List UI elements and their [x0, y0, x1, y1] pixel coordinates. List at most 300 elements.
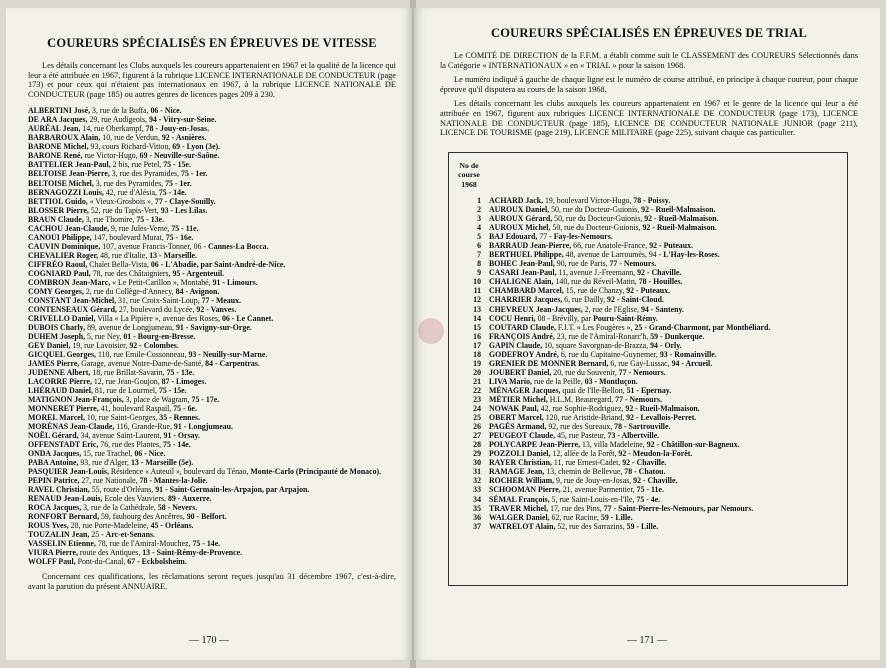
rider-address: 120, rue Aristide-Briand,	[543, 413, 627, 423]
rider-address: 48, avenue de Larroumès, 94 -	[563, 250, 664, 260]
rider-city: 59 - Lille.	[600, 512, 633, 522]
rider-city: 51 - Epernay.	[626, 385, 672, 395]
rider-details	[489, 522, 839, 531]
rider-details	[489, 350, 839, 359]
rider-address: 59, faubourg des Ancêtres,	[99, 512, 187, 522]
course-number: 18	[473, 349, 481, 359]
rider-details	[489, 404, 839, 413]
table-row	[455, 386, 839, 395]
rider-details	[489, 305, 839, 314]
rider-city: 91 - Orsay.	[163, 430, 200, 440]
rider-name: RAMAGE Jean,	[489, 467, 545, 477]
rider-city: 75 - 13e.	[136, 214, 165, 224]
list-item	[28, 242, 396, 251]
rider-city: 78 - Sartrouville.	[614, 422, 671, 432]
intro-paragraph-3: Les détails concernant les clubs auxquels les coureurs appartenaient en 1967 et le genre de la licence qui leur a été attribuée en 1967, figurent aux rubriques LICENCE INTERNATIONALE DE CONDUCTEUR (page 173), LICENCE NATIONALE DE CONDUCTEUR (page 185), LICENCE DE CONDUCTEUR NATIONALE JUNIOR (page 211), LICENCE DE TOURISME (page 219), LICENCE MILITAIRE (page 225), suivant chaque cas particulier.	[440, 99, 858, 138]
page-171	[414, 8, 880, 660]
table-row	[455, 314, 839, 323]
rider-city: 75 - 13e.	[166, 367, 195, 377]
rider-address: 9, rue Jules-Verne,	[109, 223, 172, 233]
table-row	[455, 223, 839, 232]
rider-address: 15, rue Trachel,	[81, 448, 135, 458]
rider-city: 89 - Auxerre.	[167, 494, 212, 504]
rider-city: 94 - Orly.	[650, 340, 682, 350]
rider-city: 01 - Bourg-en-Bresse.	[123, 331, 196, 341]
list-item	[28, 233, 396, 242]
course-number: 2	[477, 205, 481, 215]
page-title-trial: COUREURS SPÉCIALISÉS EN ÉPREUVES DE TRIAL	[490, 26, 808, 40]
rider-city: 93 - Neuilly-sur-Marne.	[188, 349, 268, 359]
course-number: 3	[477, 214, 481, 224]
rider-details	[489, 386, 839, 395]
rider-city: 84 - Avignon.	[175, 286, 220, 296]
course-number: 10	[473, 277, 481, 287]
rider-details	[489, 332, 839, 341]
course-number: 28	[473, 440, 481, 450]
rider-address: F.J.T. « Les Fougères »,	[555, 322, 635, 332]
rider-name: NOËL Gérard,	[28, 430, 79, 440]
rider-name: ROCHER William,	[489, 476, 555, 486]
rider-address: 107, avenue Francis-Tonner, 06 -	[100, 241, 208, 251]
page-title-vitesse: COUREURS SPÉCIALISÉS EN ÉPREUVES DE VITESSE	[47, 36, 377, 50]
rider-address: 11, rue Ernest-Cadet,	[551, 458, 623, 468]
rider-city: 91 - Savigny-sur-Orge.	[175, 322, 252, 332]
table-row	[455, 305, 839, 314]
table-row	[455, 259, 839, 268]
page-number: — 170 —	[189, 635, 229, 646]
rider-details	[489, 359, 839, 368]
table-row	[455, 350, 839, 359]
rider-city: 92 - Chaville.	[622, 458, 667, 468]
rider-details	[489, 431, 839, 440]
list-item	[28, 251, 396, 260]
rider-city: 92 - Rueil-Malmaison.	[641, 205, 716, 215]
rider-city: 75 - 14e.	[158, 187, 187, 197]
rider-address: 31, rue Croix-Saint-Loup,	[116, 295, 202, 305]
rider-name: TRAVER Michel,	[489, 503, 549, 513]
table-row	[455, 458, 839, 467]
rider-address: 12, allée de la Forêt,	[550, 449, 619, 459]
list-item	[28, 151, 396, 160]
list-item	[28, 548, 396, 557]
rider-city: 75 - 11e.	[636, 485, 664, 495]
table-row	[455, 522, 839, 531]
table-row	[455, 404, 839, 413]
rider-address: 10, square Savorgnan-de-Brazza,	[542, 340, 651, 350]
rider-city: 25 - Grand-Charmont, par Montbéliard.	[634, 322, 771, 332]
course-number: 32	[473, 476, 481, 486]
course-number: 33	[473, 485, 481, 495]
rider-city: 78 - Houilles.	[638, 277, 683, 287]
course-number: 21	[473, 376, 481, 386]
rider-city: 94 - Santeny.	[640, 304, 684, 314]
rider-name: CRIVELLO Daniel,	[28, 313, 96, 323]
rider-name: JAMES Pierre,	[28, 358, 80, 368]
list-item	[28, 467, 396, 476]
course-number: 22	[473, 385, 481, 395]
rider-details	[489, 377, 839, 386]
list-item	[28, 287, 396, 296]
list-item	[28, 206, 396, 215]
list-item	[28, 179, 396, 188]
rider-address: 89, avenue de Longjumeau,	[85, 322, 176, 332]
rider-name: CHALIGNE Alain,	[489, 277, 554, 287]
course-number: 16	[473, 331, 481, 341]
rider-address: 62, rue Racine,	[549, 512, 601, 522]
rider-name: CHEVREUX Jean-Jacques,	[489, 304, 583, 314]
rider-details	[489, 467, 839, 476]
course-number: 5	[477, 232, 481, 242]
rider-name: CHAMBARD Marcel,	[489, 286, 564, 296]
rider-address: 2, rue de l'Eglise,	[582, 304, 641, 314]
rider-name: AUROUX Michel,	[489, 223, 551, 233]
rider-list-trial	[455, 196, 839, 531]
rider-city: 06 - Nice.	[150, 106, 182, 116]
rider-details	[489, 368, 839, 377]
rider-name: BARRAUD Jean-Pierre,	[489, 241, 572, 251]
rider-address: 18, rue Brillat-Savarin,	[90, 367, 167, 377]
table-row	[455, 413, 839, 422]
rider-details	[489, 314, 839, 323]
course-number: 27	[473, 431, 481, 441]
table-row	[455, 277, 839, 286]
rider-address: 81, rue de Lourmel,	[92, 385, 159, 395]
rider-city: 75 - 11e.	[171, 223, 199, 233]
rider-city: 75 - 14e.	[163, 439, 191, 449]
rider-address: 93, cours Richard-Vitton,	[88, 142, 173, 152]
course-number: 6	[477, 241, 481, 251]
list-item	[28, 476, 396, 485]
list-item	[28, 332, 396, 341]
rider-address: 50, rue du Docteur-Guionis,	[549, 205, 642, 215]
course-number: 8	[477, 259, 481, 269]
rider-name: GEY Daniel,	[28, 340, 71, 350]
rider-details	[489, 341, 839, 350]
rider-details	[489, 277, 839, 286]
rider-name: DE ARA Jacques,	[28, 115, 88, 125]
course-number: 29	[473, 449, 481, 459]
course-number: 1	[477, 195, 481, 205]
rider-name: AURÉAL Jean,	[28, 124, 81, 134]
rider-name: TOUZALIN Jean,	[28, 530, 90, 540]
page-number: — 171 —	[627, 635, 667, 646]
list-item	[28, 521, 396, 530]
course-number: 17	[473, 340, 481, 350]
rider-name: CIFFRÉO Raoul,	[28, 259, 88, 269]
course-number: 14	[473, 313, 481, 323]
rider-city: 92 - Chaville.	[633, 476, 678, 486]
list-item	[28, 359, 396, 368]
rider-city: 90 - Belfort.	[186, 512, 227, 522]
list-item	[28, 350, 396, 359]
rider-address: 21, avenue Parmentier,	[560, 485, 637, 495]
rider-address: 12, rue Jean-Goujon,	[91, 376, 162, 386]
rider-details	[489, 449, 839, 458]
table-row	[455, 241, 839, 250]
rider-city: 92 - Puteaux.	[649, 241, 693, 251]
column-header-course-number: No de course 1968	[458, 160, 480, 189]
course-number: 34	[473, 494, 481, 504]
rider-name: LHÉRAUD Daniel,	[28, 385, 93, 395]
list-item	[28, 422, 396, 431]
rider-name: MÉTIER Michel,	[489, 395, 548, 404]
rider-city: Fay-les-Nemours.	[553, 232, 613, 242]
rider-name: COMY Georges,	[28, 286, 84, 296]
list-item	[28, 485, 396, 494]
rider-address: route des Antiques,	[77, 548, 143, 558]
rider-details	[489, 323, 839, 332]
list-item	[28, 278, 396, 287]
rider-city: 92 - Rueil-Malmaison.	[644, 214, 719, 224]
list-item	[28, 458, 396, 467]
rider-name: DUBOIS Charly,	[28, 322, 86, 332]
list-item	[28, 188, 396, 197]
rider-city: 78 - Poissy.	[633, 195, 671, 205]
table-row	[455, 295, 839, 304]
rider-address: 34, avenue Saint-Laurent,	[78, 430, 164, 440]
rider-address: 5, rue Ney,	[85, 331, 124, 341]
rider-name: POLYCARPE Jean-Pierre,	[489, 440, 581, 450]
rider-name: OFFENSTADT Eric,	[28, 439, 99, 449]
rider-address: 147, boulevard Murat,	[91, 232, 166, 242]
rider-city: 91 - Longjumeau.	[173, 421, 233, 431]
list-item	[28, 133, 396, 142]
rider-name: BRAUN Claude,	[28, 214, 84, 224]
rider-city: Cannes-La Bocca.	[207, 241, 269, 251]
rider-name: PASQUIER Jean-Louis,	[28, 467, 109, 476]
rider-city: Pouru-Saint-Rémy.	[593, 313, 658, 323]
table-row	[455, 440, 839, 449]
rider-city: 78 - Mantes-la-Jolie.	[139, 476, 208, 486]
rider-details	[489, 422, 839, 431]
course-number: 7	[477, 250, 481, 260]
table-row	[455, 395, 839, 404]
rider-city: 92 - Colombes.	[129, 340, 179, 350]
rider-name: PEUGEOT Claude,	[489, 431, 556, 441]
rider-city: 78 - Chatou.	[624, 467, 666, 477]
rider-city: 59 - Lille.	[626, 521, 659, 531]
rider-address: 50, rue du Docteur-Guionis,	[550, 223, 643, 233]
rider-details	[489, 241, 839, 250]
rider-city: 69 - Neuville-sur-Saône.	[139, 151, 220, 161]
rider-address: 17, rue des Pins,	[548, 503, 604, 513]
rider-city: 95 - Argenteuil.	[172, 268, 225, 278]
rider-city: 94 - Arcueil.	[671, 358, 713, 368]
rider-name: GODEFROY André,	[489, 349, 559, 359]
rider-name: ROCA Jacques,	[28, 503, 82, 513]
course-number: 30	[473, 458, 481, 468]
rider-address: 13, villa Madeleine,	[580, 440, 647, 450]
rider-address: « Le Petit-Carillon », Montabé,	[110, 277, 213, 287]
rider-city: 92 - Rueil-Malmaison.	[625, 404, 700, 414]
rider-address: 23, rue de l'Amiral-Ronarc'h,	[554, 331, 651, 341]
course-number: 24	[473, 404, 481, 414]
rider-city: 92 - Vanves.	[196, 304, 237, 314]
rider-list-vitesse	[28, 106, 396, 566]
rider-city: 77 - Nemours.	[618, 367, 666, 377]
rider-city: 35 - Rennes.	[159, 412, 201, 422]
list-item	[28, 530, 396, 539]
rider-city: 87 - Limoges.	[161, 376, 207, 386]
table-row	[455, 196, 839, 205]
table-row	[455, 431, 839, 440]
rider-address: 52, rue des Sarrazins,	[555, 521, 627, 531]
rider-details	[489, 476, 839, 485]
rider-name: FRANÇOIS André,	[489, 331, 555, 341]
rider-name: RENAUD Jean-Louis,	[28, 494, 103, 504]
rider-address: 2 bis, rue Petel,	[110, 160, 164, 170]
intro-paragraph-1: Le COMITÉ DE DIRECTION de la F.F.M. a établi comme suit le CLASSEMENT des COUREURS Sélectionnés dans la Catégorie « INTERNATIONAUX » en « TRIAL » pour la saison 1968.	[440, 51, 858, 70]
rider-name: GAPIN Claude,	[489, 340, 543, 350]
rider-city: 75 - 1er.	[181, 169, 208, 179]
rider-city: 77 - Meaux.	[201, 295, 242, 305]
list-item	[28, 142, 396, 151]
rider-city: 75 - 1er.	[165, 178, 192, 188]
rider-name: COUTARD Claude,	[489, 322, 556, 332]
rider-address: quai de l'Ile-Bellon,	[560, 385, 627, 395]
rider-name: CASARI Jean-Paul,	[489, 268, 557, 278]
rider-name: RAYER Christian,	[489, 458, 552, 468]
rider-name: WOLFF Paul,	[28, 557, 76, 567]
course-number: 35	[473, 503, 481, 513]
rider-name: GRENIER DE MONNER Bernard,	[489, 358, 609, 368]
rider-address: 14, rue Oberkampf,	[80, 124, 146, 134]
course-number: 12	[473, 295, 481, 305]
table-row	[455, 495, 839, 504]
rider-city: 91 - Limours.	[212, 277, 258, 287]
rider-address: 27, boulevard du Lycée,	[116, 304, 197, 314]
rider-name: ROUS Yves,	[28, 521, 69, 531]
rider-address: « Vieux-Grosbois »,	[87, 196, 155, 206]
rider-city: 13 - Saint-Rémy-de-Provence.	[142, 548, 243, 558]
rider-name: COMBRON Jean-Marc,	[28, 277, 111, 287]
rider-name: PAGÈS Armand,	[489, 422, 547, 432]
rider-address: Villa « La Pipière », avenue des Roses,	[95, 313, 222, 323]
rider-name: SCHOOMAN Pierre,	[489, 485, 561, 495]
rider-name: MOREL Marcel,	[28, 412, 85, 422]
rider-details	[489, 513, 839, 522]
rider-city: 69 - Lyon (3e).	[172, 142, 221, 152]
list-item	[28, 296, 396, 305]
list-item	[28, 269, 396, 278]
rider-name: OBERT Marcel,	[489, 413, 544, 423]
rider-city: 92 - Chaville.	[637, 268, 682, 278]
course-number: 37	[473, 521, 481, 531]
rider-address: 45, rue Pasteur,	[555, 431, 608, 441]
rider-name: JUDENNE Albert,	[28, 367, 91, 377]
rider-details	[489, 214, 839, 223]
rider-name: BELTOISE Michel,	[28, 178, 94, 188]
rider-address: 11, avenue J.-Freemann,	[556, 268, 638, 278]
rider-address: 42, rue Sophie-Rodriguez,	[538, 404, 626, 414]
list-item	[28, 169, 396, 178]
rider-address: 50, rue du Docteur-Guionis,	[552, 214, 645, 224]
rider-name: RONFORT Bernard,	[28, 512, 100, 522]
rider-city: 78 - Jouy-en-Josas.	[145, 124, 210, 134]
rider-name: DUHEM Joseph,	[28, 331, 86, 341]
rider-city: 75 - 6e.	[173, 403, 197, 413]
rider-address: Pont-du-Canal,	[75, 557, 128, 567]
rider-details	[489, 440, 839, 449]
rider-address: 08 - Brévilly, par	[535, 313, 594, 323]
rider-address: 110, rue Emile-Cossonneau,	[95, 349, 189, 359]
rider-details	[489, 250, 839, 259]
rider-city: 92 - Puteaux.	[626, 286, 671, 296]
rider-city: Arc-et-Senans.	[105, 530, 155, 540]
rider-address: 6, rue Dailly,	[562, 295, 608, 305]
rider-name: CONTENSEAUX Gérard,	[28, 304, 117, 314]
rider-city: 93 - Romainville.	[659, 349, 717, 359]
rider-address: Résidence « Auteuil », boulevard du Ténao,	[108, 467, 251, 476]
rider-details	[489, 205, 839, 214]
rider-details	[489, 259, 839, 268]
rider-address: 19, boulevard Victor-Hugo,	[543, 195, 634, 205]
list-item	[28, 431, 396, 440]
rider-city: 92 - Saint-Cloud.	[607, 295, 664, 305]
course-number: 36	[473, 512, 481, 522]
rider-city: 06 - L'Abadie, par Saint-André-de-Nice.	[150, 259, 286, 269]
rider-details	[489, 223, 839, 232]
rider-name: PABA Antoine,	[28, 457, 79, 467]
course-number: 23	[473, 395, 481, 404]
closing-paragraph: Concernant ces qualifications, les réclamations seront reçues jusqu'au 31 décembre 1967, c'est-à-dire, avant la parution du présent ANNUAIRE.	[28, 572, 396, 591]
rider-city: 92 - Châtillon-sur-Bagneux.	[646, 440, 740, 450]
rider-city: 67 - Eckbolsheim.	[127, 557, 187, 567]
rider-name: LACORRE Pierre,	[28, 376, 92, 386]
rider-city: 92 - Meudon-la-Forêt.	[618, 449, 693, 459]
rider-city: 75 - 16e.	[165, 232, 194, 242]
rider-address: 5, rue Saint-Louis-en-l'Ile,	[549, 494, 637, 504]
rider-details	[489, 295, 839, 304]
list-item	[28, 341, 396, 350]
rider-address: 3, rue des Pyramides,	[93, 178, 166, 188]
course-number: 9	[477, 268, 481, 278]
rider-city: 92 - Levallois-Perret.	[626, 413, 697, 423]
table-row	[455, 232, 839, 241]
rider-address: 25 -	[89, 530, 106, 540]
rider-city: 58 - Nevers.	[157, 503, 198, 513]
rider-address: Ecole des Vauviers,	[102, 494, 168, 504]
rider-name: BOHEC Jean-Paul,	[489, 259, 555, 269]
table-row	[455, 250, 839, 259]
rider-name: COGNIARD Paul,	[28, 268, 91, 278]
rider-address: 90, rue de Paris,	[554, 259, 610, 269]
rider-address: 93, rue d'Alger,	[78, 457, 131, 467]
rider-name: BETTIOL Guido,	[28, 196, 88, 206]
list-item	[28, 260, 396, 269]
rider-details	[489, 395, 839, 404]
rider-city: 75 - 4e.	[636, 494, 661, 504]
table-row	[455, 485, 839, 494]
table-row	[455, 359, 839, 368]
course-number: 26	[473, 422, 481, 432]
table-row	[455, 467, 839, 476]
list-item	[28, 449, 396, 458]
rider-address: 3, rue de la Buffa,	[90, 106, 151, 116]
rider-address: 41, boulevard Raspail,	[98, 403, 174, 413]
list-item	[28, 440, 396, 449]
rider-city: 77 - Nemours.	[609, 259, 657, 269]
rider-name: AUROUX Gérard,	[489, 214, 553, 224]
rider-details	[489, 504, 839, 513]
page-170	[6, 8, 412, 660]
table-row	[455, 377, 839, 386]
list-item	[28, 368, 396, 377]
rider-name: GICQUEL Georges,	[28, 349, 96, 359]
rider-details	[489, 286, 839, 295]
table-row	[455, 268, 839, 277]
list-item	[28, 305, 396, 314]
